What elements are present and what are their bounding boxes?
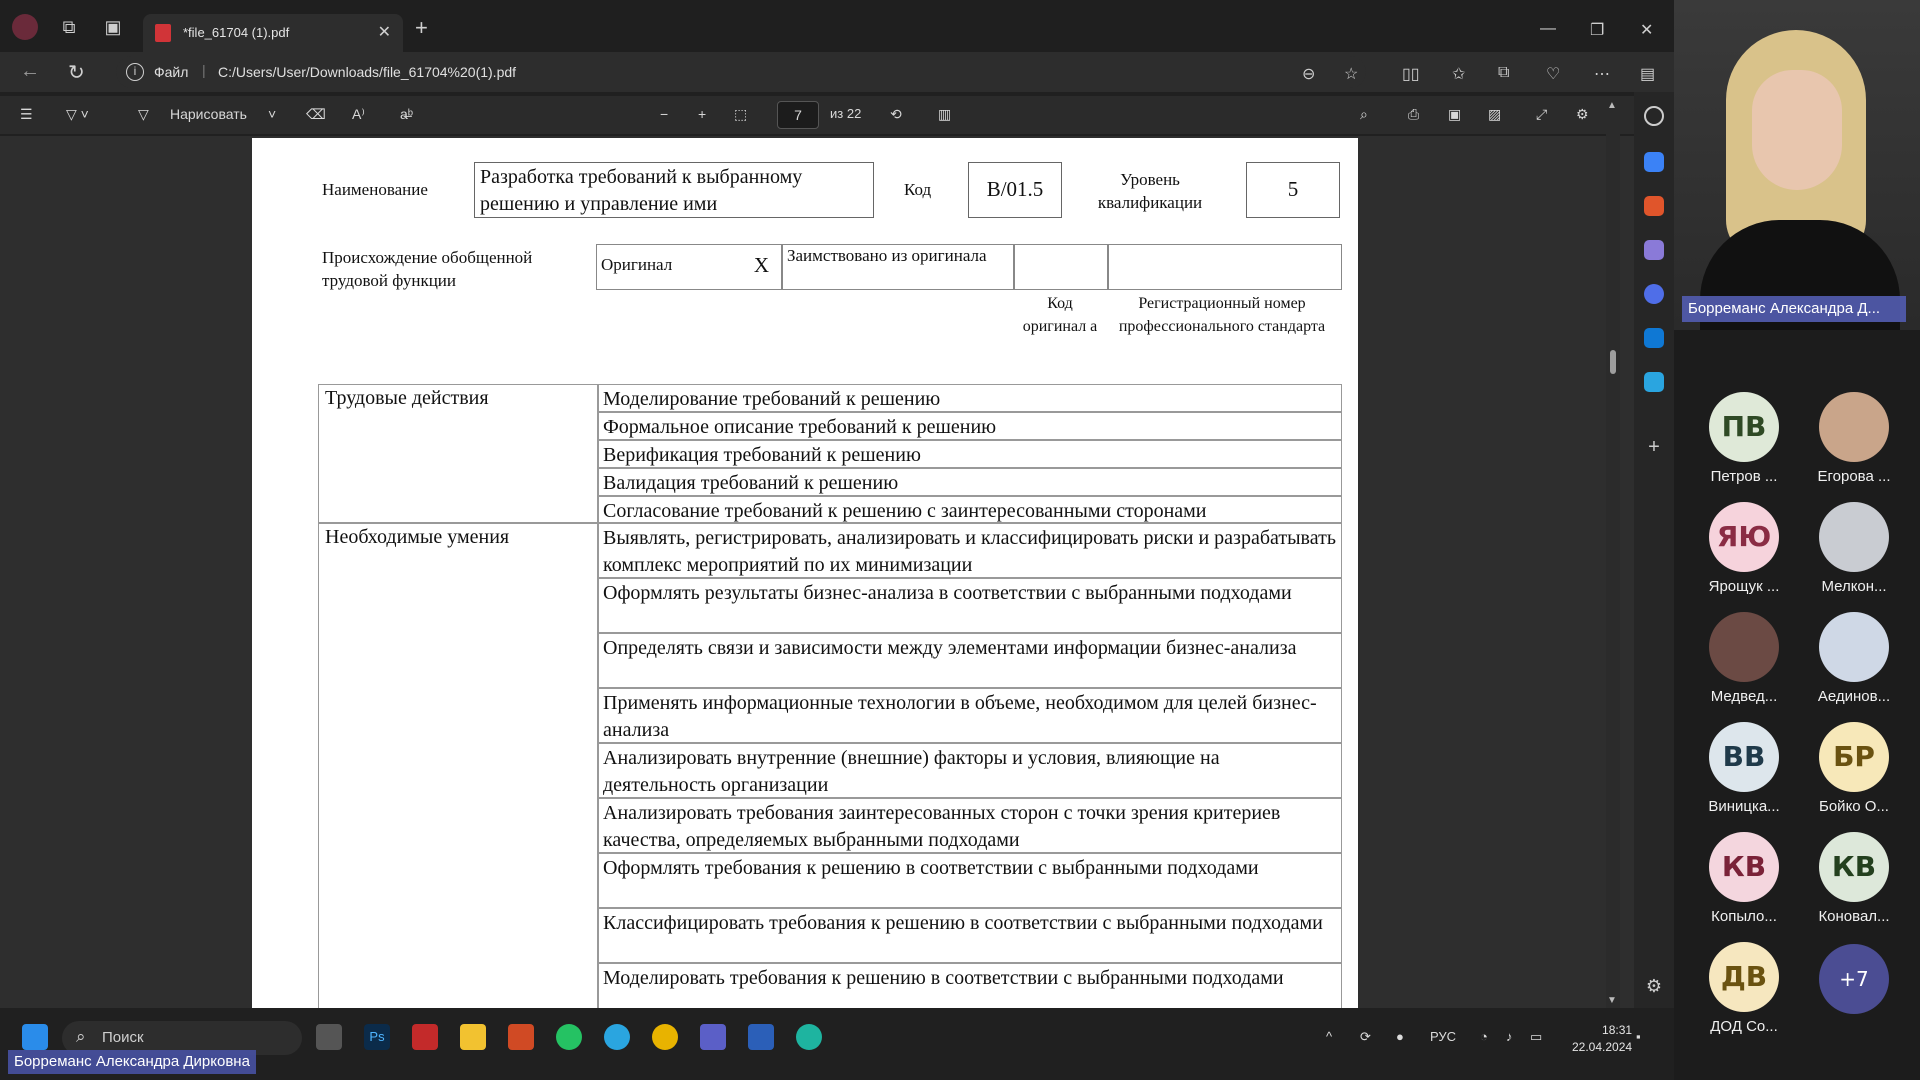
print-icon[interactable]: ⎙ xyxy=(1408,106,1420,122)
read-aloud-icon[interactable]: A⁾ xyxy=(352,106,365,122)
original-mark: X xyxy=(753,253,769,277)
chevron-down-icon[interactable]: ˅ xyxy=(268,106,277,122)
telegram-icon[interactable] xyxy=(1644,372,1664,392)
more-participants[interactable] xyxy=(1804,944,1904,1014)
level-value: 5 xyxy=(1246,162,1340,218)
draw-icon[interactable]: ▽ xyxy=(138,106,149,122)
powerpoint-icon[interactable] xyxy=(508,1024,534,1050)
settings-gear-icon[interactable]: ⚙ xyxy=(1576,106,1589,122)
zoom-out-icon[interactable]: − xyxy=(660,106,669,122)
sidebar-toggle-icon[interactable]: ▤ xyxy=(1640,66,1656,83)
eraser-icon[interactable]: ⌫ xyxy=(306,106,326,122)
scroll-up-icon[interactable]: ▲ xyxy=(1607,100,1617,111)
fit-page-icon[interactable]: ⬚ xyxy=(734,106,748,122)
info-icon[interactable]: i xyxy=(126,63,144,81)
gear-icon[interactable]: ⚙ xyxy=(1645,976,1663,996)
favorite-star-icon[interactable]: ☆ xyxy=(1344,66,1359,83)
participant-name: Коновал... xyxy=(1818,908,1890,925)
tab-actions-icon[interactable]: ▣ xyxy=(104,17,122,37)
participant-name: Копыло... xyxy=(1711,908,1777,925)
level-label: Уровень квалификации xyxy=(1097,170,1203,212)
participant-name: Мелкон... xyxy=(1821,578,1887,595)
sync-icon[interactable]: ⟳ xyxy=(1360,1029,1371,1044)
avatar xyxy=(1819,392,1889,462)
origin-label: Происхождение обобщенной трудовой функции xyxy=(322,248,533,290)
participant-name: Ярощук ... xyxy=(1708,578,1780,595)
whatsapp-icon[interactable] xyxy=(556,1024,582,1050)
table-row: Моделировать требования к решению в соответствии с выбранными подходами xyxy=(598,963,1342,1008)
word-icon[interactable] xyxy=(748,1024,774,1050)
name-label: Наименование xyxy=(322,180,428,199)
participant-name: Егорова ... xyxy=(1817,468,1891,485)
page-total: из 22 xyxy=(830,106,862,121)
presenter-name-tag: Борреманс Александра Дирковна xyxy=(8,1050,256,1074)
participant-name: Петров ... xyxy=(1710,468,1778,485)
more-count: +7 xyxy=(1819,944,1889,1014)
menu-dots-icon[interactable]: ⋯ xyxy=(1594,66,1610,83)
back-icon[interactable]: ← xyxy=(20,60,40,82)
refresh-icon[interactable]: ↻ xyxy=(68,62,85,84)
zoom-in-icon[interactable]: + xyxy=(698,106,707,122)
table-row: Верификация требований к решению xyxy=(598,440,1342,468)
page-view-icon[interactable]: ▥ xyxy=(938,106,952,122)
scroll-down-icon[interactable]: ▼ xyxy=(1607,995,1617,1006)
volume-icon[interactable]: ♪ xyxy=(1506,1029,1513,1044)
profile-icon[interactable] xyxy=(12,14,38,40)
close-tab-icon[interactable]: ✕ xyxy=(377,24,391,41)
persons-icon[interactable] xyxy=(1644,240,1664,260)
participant-tile[interactable] xyxy=(1804,722,1904,815)
participant-tile[interactable] xyxy=(1694,832,1794,925)
language-indicator[interactable]: РУС xyxy=(1430,1029,1457,1044)
favorites-icon[interactable]: ✩ xyxy=(1452,66,1466,83)
table-row: Применять информационные технологии в объеме, необходимом для целей бизнес-анализа xyxy=(598,688,1342,743)
table-row: Валидация требований к решению xyxy=(598,468,1342,496)
participant-tile[interactable] xyxy=(1694,722,1794,815)
participant-tile[interactable] xyxy=(1694,502,1794,595)
translate-icon[interactable]: a̶ᵇ xyxy=(400,106,414,122)
clock[interactable] xyxy=(1572,1022,1632,1056)
avatar: ЯЮ xyxy=(1709,502,1779,572)
participant-tile[interactable] xyxy=(1694,392,1794,485)
windows-start-icon[interactable] xyxy=(22,1024,48,1050)
participants-panel xyxy=(1674,0,1920,1080)
collections-icon[interactable]: ⧉ xyxy=(1498,64,1510,81)
highlight-icon[interactable]: ▽ ˅ xyxy=(66,106,89,122)
table-row: Классифицировать требования к решению в соответствии с выбранными подходами xyxy=(598,908,1342,963)
minimize-button[interactable]: — xyxy=(1540,20,1556,37)
table-row: Выявлять, регистрировать, анализировать и классифицировать риски и разрабатывать комплекс мероприятий по их минимизации xyxy=(598,523,1342,578)
task-view-icon[interactable] xyxy=(316,1024,342,1050)
tag-icon[interactable] xyxy=(1644,152,1664,172)
avatar: БР xyxy=(1819,722,1889,792)
tab-title: *file_61704 (1).pdf xyxy=(183,25,290,40)
telegram-icon[interactable] xyxy=(604,1024,630,1050)
code-original-cell xyxy=(1014,244,1108,290)
table-row: Оформлять результаты бизнес-анализа в соответствии с выбранными подходами xyxy=(598,578,1342,633)
notifications-icon[interactable]: ▪ xyxy=(1636,1029,1641,1044)
participant-tile[interactable] xyxy=(1804,392,1904,485)
name-value: Разработка требований к выбранному решению и управление ими xyxy=(474,162,874,218)
rotate-icon[interactable]: ⟲ xyxy=(890,106,902,122)
table-row: Согласование требований к решению с заинтересованными сторонами xyxy=(598,496,1342,523)
draw-button[interactable]: Нарисовать xyxy=(170,106,247,122)
original-cell xyxy=(596,244,782,290)
zoom-icon[interactable]: ⊖ xyxy=(1302,66,1316,83)
close-window-button[interactable]: ✕ xyxy=(1640,22,1654,39)
video-name-tag: Борреманс Александра Д... xyxy=(1682,296,1906,322)
table-row: Моделирование требований к решению xyxy=(598,384,1342,412)
participant-tile[interactable] xyxy=(1804,832,1904,925)
scroll-thumb[interactable] xyxy=(1610,350,1616,374)
avatar: КВ xyxy=(1819,832,1889,902)
table-row: Анализировать требования заинтересованных сторон с точки зрения критериев качества, определяемых выбранными подходами xyxy=(598,798,1342,853)
file-explorer-icon[interactable] xyxy=(460,1024,486,1050)
clock-time: 18:31 xyxy=(1602,1023,1633,1037)
participant-name: Медвед... xyxy=(1710,688,1778,705)
search-icon[interactable]: ⌕ xyxy=(1360,106,1368,122)
tab-pdf[interactable] xyxy=(143,14,403,52)
toolbox-icon[interactable] xyxy=(1644,196,1664,216)
section-skills: Необходимые умения xyxy=(318,523,598,1008)
fullscreen-icon[interactable]: ⤢ xyxy=(1536,106,1548,122)
address-bar[interactable] xyxy=(116,56,1366,88)
chrome-icon[interactable] xyxy=(652,1024,678,1050)
restore-button[interactable]: ❐ xyxy=(1590,22,1605,39)
search-icon: ⌕ xyxy=(76,1027,86,1046)
wifi-icon[interactable]: ◔ xyxy=(1480,1029,1488,1044)
code-value: B/01.5 xyxy=(968,162,1062,218)
presenter-video[interactable] xyxy=(1674,0,1920,330)
save-as-icon[interactable]: ▨ xyxy=(1488,106,1502,122)
participant-tile[interactable] xyxy=(1804,612,1904,705)
url-text[interactable]: C:/Users/User/Downloads/file_61704%20(1).pdf xyxy=(218,64,517,80)
borrowed-cell: Заимствовано из оригинала xyxy=(782,244,1014,290)
pdf-page xyxy=(252,138,1358,1008)
address-toolbar xyxy=(0,52,1674,92)
reg-number-cell xyxy=(1108,244,1342,290)
copilot-icon[interactable] xyxy=(1644,284,1664,304)
pdf-icon xyxy=(155,24,171,42)
table-row: Определять связи и зависимости между элементами информации бизнес-анализа xyxy=(598,633,1342,688)
caption-reg-number: Регистрационный номер профессионального стандарта xyxy=(1118,295,1326,335)
teams-icon[interactable] xyxy=(700,1024,726,1050)
participant-name: Аединов... xyxy=(1817,688,1891,705)
avatar xyxy=(1819,502,1889,572)
participant-name: ДОД Со... xyxy=(1710,1018,1778,1035)
edge-sidebar xyxy=(1634,92,1674,1008)
table-row: Анализировать внутренние (внешние) факторы и условия, влияющие на деятельность организации xyxy=(598,743,1342,798)
participant-name: Бойко О... xyxy=(1819,798,1889,815)
avatar: ДВ xyxy=(1709,942,1779,1012)
pdf-toolbar xyxy=(0,96,1640,134)
search-placeholder: Поиск xyxy=(102,1029,144,1046)
pdf-scrollbar[interactable] xyxy=(1606,98,1620,1008)
contents-icon[interactable]: ☰ xyxy=(20,106,33,122)
participant-tile[interactable] xyxy=(1694,942,1794,1035)
workspaces-icon[interactable]: ⧉ xyxy=(62,17,76,37)
add-icon[interactable]: + xyxy=(1648,436,1660,458)
pdf-viewport[interactable] xyxy=(0,136,1640,1008)
participant-name: Виницка... xyxy=(1708,798,1780,815)
search-icon[interactable] xyxy=(1644,106,1664,126)
table-row: Оформлять требования к решению в соответствии с выбранными подходами xyxy=(598,853,1342,908)
edge-icon[interactable] xyxy=(796,1024,822,1050)
avatar: КВ xyxy=(1709,832,1779,902)
avatar: ПВ xyxy=(1709,392,1779,462)
health-icon[interactable]: ♡ xyxy=(1546,66,1561,83)
split-screen-icon[interactable]: ▯▯ xyxy=(1402,66,1420,83)
mic-icon[interactable]: ● xyxy=(1396,1029,1404,1044)
outlook-icon[interactable] xyxy=(1644,328,1664,348)
original-label: Оригинал xyxy=(601,255,673,274)
caption-code-original: Код оригинал а xyxy=(1022,295,1098,335)
participant-tile[interactable] xyxy=(1804,502,1904,595)
page-number-input[interactable]: 7 xyxy=(777,101,819,129)
clock-date: 22.04.2024 xyxy=(1572,1040,1633,1054)
divider: | xyxy=(202,62,206,78)
section-actions: Трудовые действия xyxy=(318,384,598,523)
scheme-label: Файл xyxy=(154,64,189,80)
battery-icon[interactable]: ▭ xyxy=(1530,1029,1543,1044)
avatar xyxy=(1709,612,1779,682)
photoshop-icon[interactable]: Ps xyxy=(364,1024,390,1050)
new-tab-button[interactable]: + xyxy=(415,15,428,40)
avatar xyxy=(1819,612,1889,682)
avatar: ВВ xyxy=(1709,722,1779,792)
save-icon[interactable]: ▣ xyxy=(1448,106,1462,122)
code-label: Код xyxy=(904,180,932,199)
tray-chevron-icon[interactable]: ^ xyxy=(1326,1029,1333,1044)
participant-tile[interactable] xyxy=(1694,612,1794,705)
table-row: Формальное описание требований к решению xyxy=(598,412,1342,440)
browser-tabbar xyxy=(0,0,1674,52)
app-z-icon[interactable] xyxy=(412,1024,438,1050)
